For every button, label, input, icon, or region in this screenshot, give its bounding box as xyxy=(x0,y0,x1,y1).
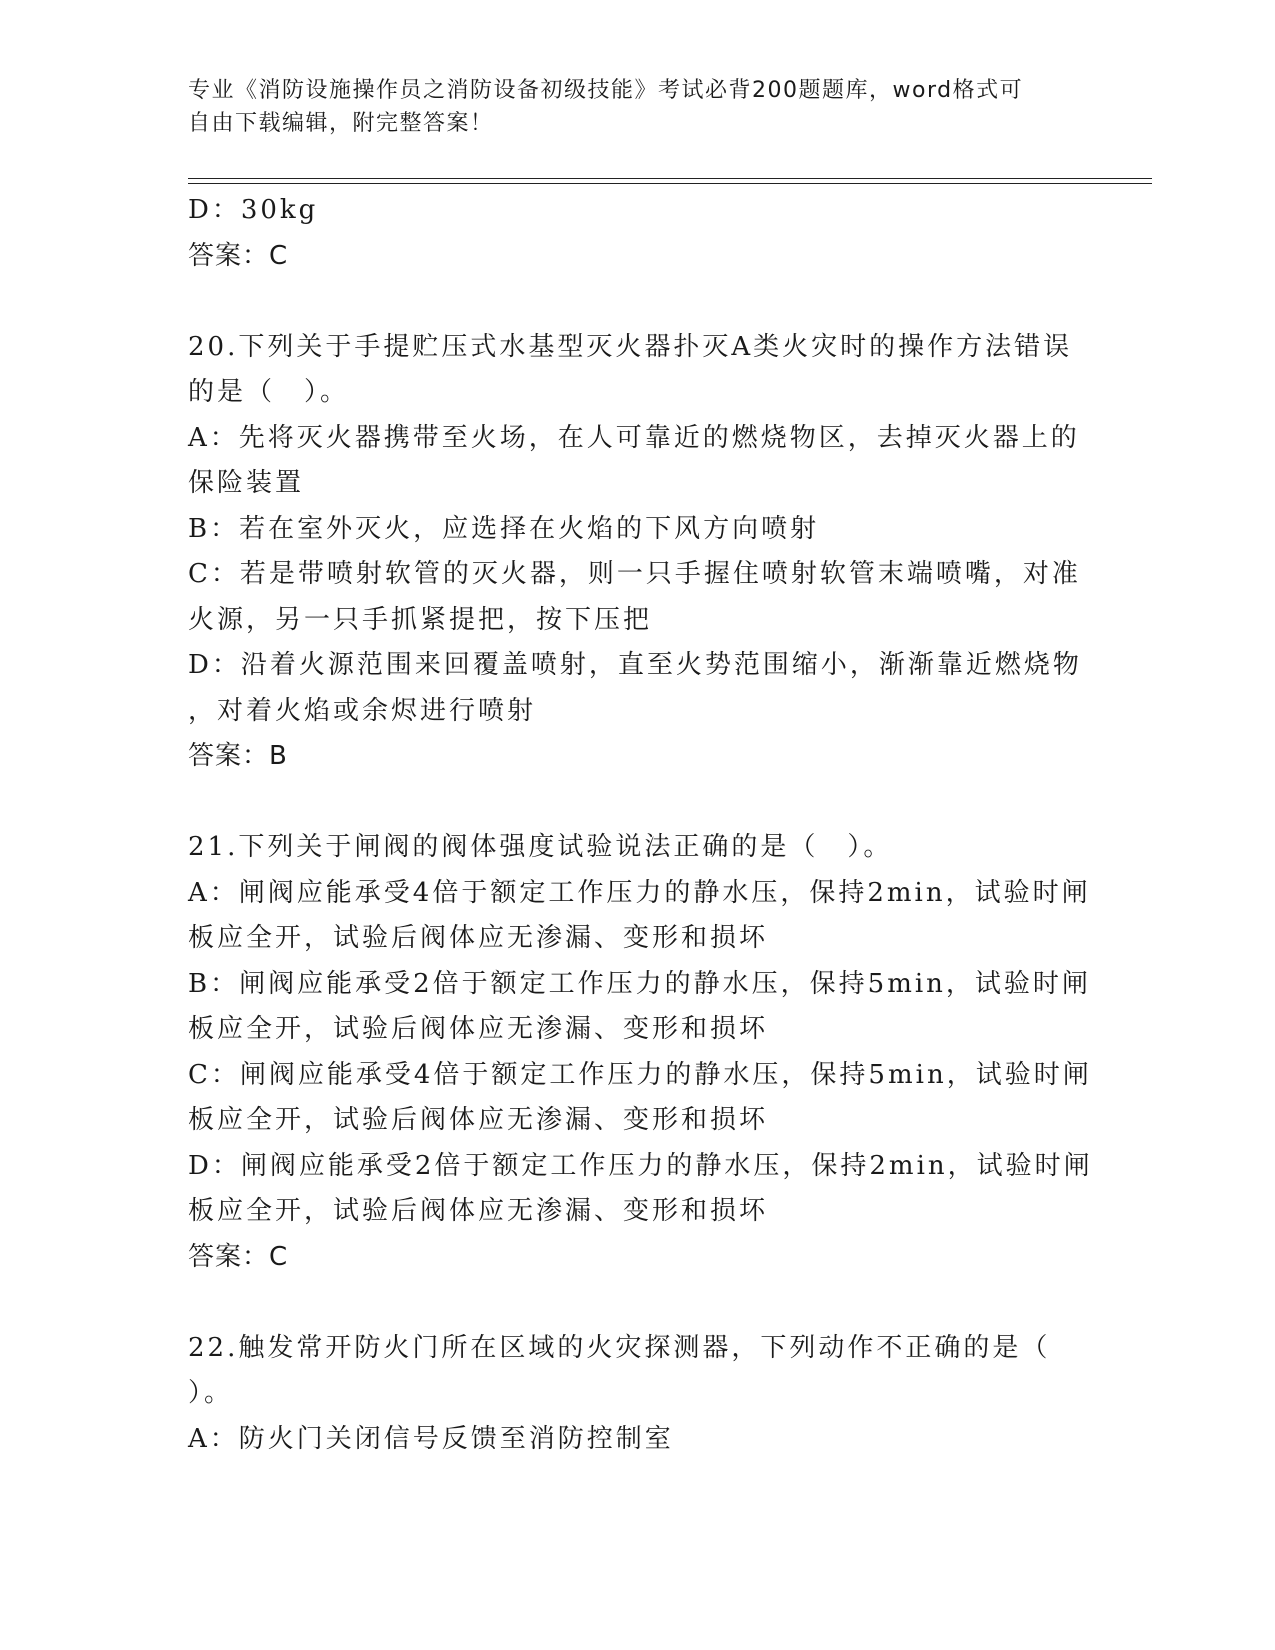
spacer xyxy=(188,1280,1088,1326)
q21-option-b-line-1: B：闸阀应能承受2倍于额定工作压力的静水压，保持5min，试验时闸 xyxy=(188,968,1091,999)
page-header xyxy=(188,74,1068,140)
q21-option-c-line-2: 板应全开，试验后阀体应无渗漏、变形和损坏 xyxy=(188,1105,769,1135)
q20-option-a-line-1: A：先将灭火器携带至火场，在人可靠近的燃烧物区，去掉灭火器上的 xyxy=(188,422,1080,453)
document-body xyxy=(188,188,1093,1462)
q20-option-d-line-2: ，对着火焰或余烬进行喷射 xyxy=(188,695,537,726)
question-21 xyxy=(188,825,1093,1280)
q20-option-a-line-2: 保险装置 xyxy=(188,468,305,498)
q22-stem-line-1: 22.触发常开防火门所在区域的火灾探测器，下列动作不正确的是（ xyxy=(188,1332,1051,1363)
q22-stem-line-2: ）。 xyxy=(188,1378,234,1408)
q21-stem: 21.下列关于闸阀的阀体强度试验说法正确的是（ ）。 xyxy=(188,832,893,862)
header-divider-top xyxy=(188,178,1152,179)
q19-answer: 答案：C xyxy=(188,240,289,271)
q21-option-c-line-1: C：闸阀应能承受4倍于额定工作压力的静水压，保持5min，试验时闸 xyxy=(188,1059,1092,1090)
q20-option-c-line-1: C：若是带喷射软管的灭火器，则一只手握住喷射软管末端喷嘴，对准 xyxy=(188,559,1081,589)
q20-stem-line-2: 的是（ ）。 xyxy=(188,377,350,407)
header-title-line-1: 专业《消防设施操作员之消防设备初级技能》考试必背200题题库，word格式可 xyxy=(188,78,1024,103)
q21-option-a-line-2: 板应全开，试验后阀体应无渗漏、变形和损坏 xyxy=(188,923,769,953)
q21-option-b-line-2: 板应全开，试验后阀体应无渗漏、变形和损坏 xyxy=(188,1014,769,1044)
q21-option-d-line-2: 板应全开，试验后阀体应无渗漏、变形和损坏 xyxy=(188,1196,769,1226)
q20-option-d-line-1: D：沿着火源范围来回覆盖喷射，直至火势范围缩小，渐渐靠近燃烧物 xyxy=(188,650,1082,680)
q21-option-d-line-1: D：闸阀应能承受2倍于额定工作压力的静水压，保持2min，试验时闸 xyxy=(188,1150,1093,1181)
q19-option-d: D：30kg xyxy=(188,195,319,225)
q21-option-a-line-1: A：闸阀应能承受4倍于额定工作压力的静水压，保持2min，试验时闸 xyxy=(188,877,1091,908)
q20-stem-line-1: 20.下列关于手提贮压式水基型灭火器扑灭A类火灾时的操作方法错误 xyxy=(188,331,1073,362)
q21-answer: 答案：C xyxy=(188,1241,289,1272)
q20-answer: 答案：B xyxy=(188,741,288,771)
spacer xyxy=(188,780,1088,826)
question-22 xyxy=(188,1326,1088,1463)
q20-option-b: B：若在室外灭火，应选择在火焰的下风方向喷射 xyxy=(188,513,820,544)
spacer xyxy=(188,279,1088,325)
q20-option-c-line-2: 火源，另一只手抓紧提把，按下压把 xyxy=(188,604,653,635)
header-title-line-2: 自由下载编辑，附完整答案！ xyxy=(188,111,494,136)
header-divider-bottom xyxy=(188,183,1152,184)
question-20 xyxy=(188,325,1088,780)
q22-option-a: A：防火门关闭信号反馈至消防控制室 xyxy=(188,1423,674,1454)
